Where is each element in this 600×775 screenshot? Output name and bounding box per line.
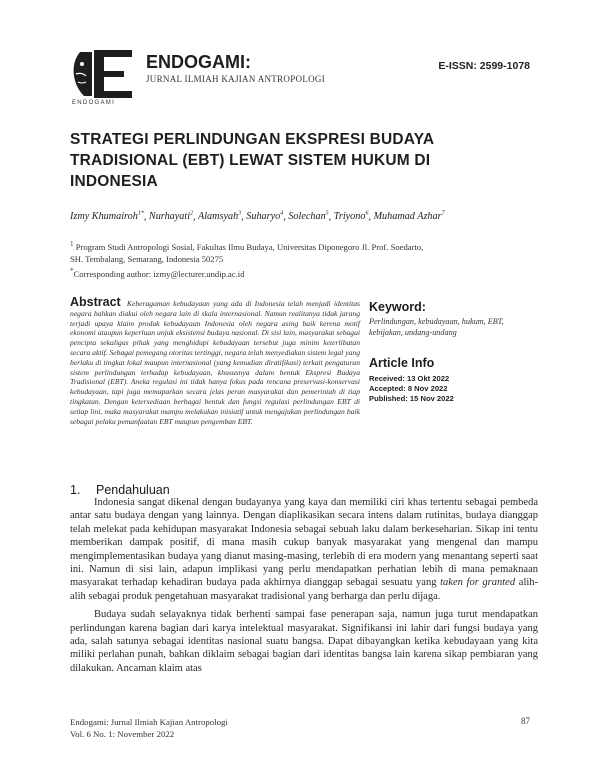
affiliation-block	[70, 238, 430, 280]
accepted-date: Accepted: 8 Nov 2022	[369, 383, 448, 393]
author: Muhamad Azhar$^7$	[373, 211, 445, 223]
issn: E-ISSN: 2599-1078	[438, 60, 530, 72]
abstract-label: Abstract	[70, 295, 121, 309]
section-heading	[70, 483, 170, 497]
article-info-dates	[369, 374, 454, 403]
journal-title: ENDOGAMI:	[146, 52, 251, 72]
author: Izmy Khumairoh$^{1*}$	[70, 211, 144, 223]
author: Suharyo$^4$	[246, 211, 284, 223]
section-title: Pendahuluan	[96, 483, 170, 497]
section-number: 1.	[70, 483, 81, 497]
article-title: STRATEGI PERLINDUNGAN EKSPRESI BUDAYA TRADISIONAL (EBT) LEWAT SISTEM HUKUM DI INDONESIA	[70, 131, 434, 190]
logo-wordmark: ENDOGAMI	[72, 100, 116, 106]
journal-logo	[70, 44, 136, 106]
author: Alamsyah$^3$	[197, 211, 242, 223]
abstract	[70, 295, 360, 426]
keywords-text: Perlindungan, kebudayaan, hukum, EBT, kebijakan, undang-undang	[369, 317, 504, 337]
page-number: 87	[521, 716, 530, 726]
affiliation: $^1$ Program Studi Antropologi Sosial, Fakultas Ilmu Budaya, Universitas Diponegoro Jl. Prof. Soedarto, SH. Tembalang, Semarang, Indonesia 50275	[70, 240, 424, 264]
section-body	[70, 496, 538, 680]
corresponding-author: *Corresponding author: izmy@lecturer.undip.ac.id	[70, 266, 245, 279]
received-date: Received: 13 Okt 2022	[369, 374, 450, 383]
published-date: Published: 15 Nov 2022	[369, 393, 454, 403]
author: Nurhayati$^2$	[148, 211, 194, 223]
author: Solechan$^5$	[288, 211, 329, 223]
journal-subtitle: JURNAL ILMIAH KAJIAN ANTROPOLOGI	[146, 74, 326, 84]
footer-journal: Endogami: Jurnal Ilmiah Kajian Antropologi	[70, 717, 228, 727]
author: Triyono$^6$	[333, 211, 369, 223]
article-info-heading: Article Info	[369, 356, 435, 370]
keywords-heading: Keyword:	[369, 300, 426, 314]
abstract-text: Keberagaman kebudayaan yang ada di Indonesia telah menjadi identitas negara bahkan diakui oleh negara lain di skala internasional. Namun realitanya tidak jarang terjadi upaya klaim produk kebudayaan Indonesia oleh negara asing baik kerena motif ekonomi ataupun keperluan unjuk eksistensi budaya nasional. Di sisi lain, masyarakat sebagai pencipta sekaligus pihak yang menghidupi kebudayaan tersebut juga minim keterlibatan secara aktif. Sebagai pemegang otoritas tertinggi, negara telah menyediakan sistem legal yang berlaku di tingkat lokal maupun internasional (yang kemudian diratifikasi) terkait pengaturan sistem perlindungan terhadap kebudayaan, khususnya dalam bentuk Ekspresi Budaya Tradisional (EBT). Aneka regulasi ini tidak hanya fokus pada rencana preservasi-konservasi kebudayaan, tapi juga memaparkan secara jelas peran masyarakat dan pemerintah di tiap tingkatan. Dengan ketersediaan berbagai bentuk dan fungsi regulasi perlindungan EBT di setiap lini, maka masyarakat mampu melakukan inisiatif untuk mengajukan perlindungan baik sebagai pelaku pemanfaatan EBT maupun pengemban EBT.	[70, 299, 360, 426]
footer-volume: Vol. 6 No. 1: November 2022	[70, 729, 175, 739]
paragraph: Budaya sudah selayaknya tidak berhenti sampai fase penerapan saja, namun juga turut mendapatkan perlindungan karena bagian dari karya intelektual masyarakat. Signifikansi ini lahir dari fungsi budaya yang ada, salah satunya sebagai identitas nasional suatu bangsa. Dapat dibayangkan ketika kebudayaan yang kita miliki perlahan punah, bahkan diklaim sebagai bagian dari identitas bangsa lain karena sikap pembiaran yang dilakukan. Ancaman klaim atas	[70, 609, 538, 674]
author-list: Izmy Khumairoh$^{1*}$, Nurhayati$^2$, Alamsyah$^3$, Suharyo$^4$, Solechan$^5$, Triyono$^6$, Muhamad Azhar$^7$	[70, 211, 445, 223]
footer-citation	[70, 716, 228, 740]
logo-letter-e-icon	[94, 50, 132, 98]
logo-face-icon	[74, 52, 92, 96]
paragraph: Indonesia sangat dikenal dengan budayanya yang kaya dan memiliki ciri khas tertentu sebagai pembeda antar satu budaya dengan yang lainnya. Dengan diaplikasikan secara intens dalam rutinitas, budaya dianggap telah melekat pada kehidupan masyarakat Indonesia sebagai sebuah laku dalam berkeseharian. Sikap ini tentu memberikan dampak positif, di mana masih cukup banyak masyarakat yang mengenal dan mampu mengimplementasikan budaya yang dianut masing-masing, terlebih di era modern yang menantang seperti saat ini. Namun di sisi lain, adapun implikasi yang perlu mendapatkan perhatian lebih di mana pemaknaan masyarakat terhadap kehadiran budaya pada akhirnya dianggap sebagai sesuatu yang taken for granted alih-alih sebagai produk pengetahuan masyarakat tradisional yang berharga dan perlu dijaga.	[70, 497, 539, 602]
